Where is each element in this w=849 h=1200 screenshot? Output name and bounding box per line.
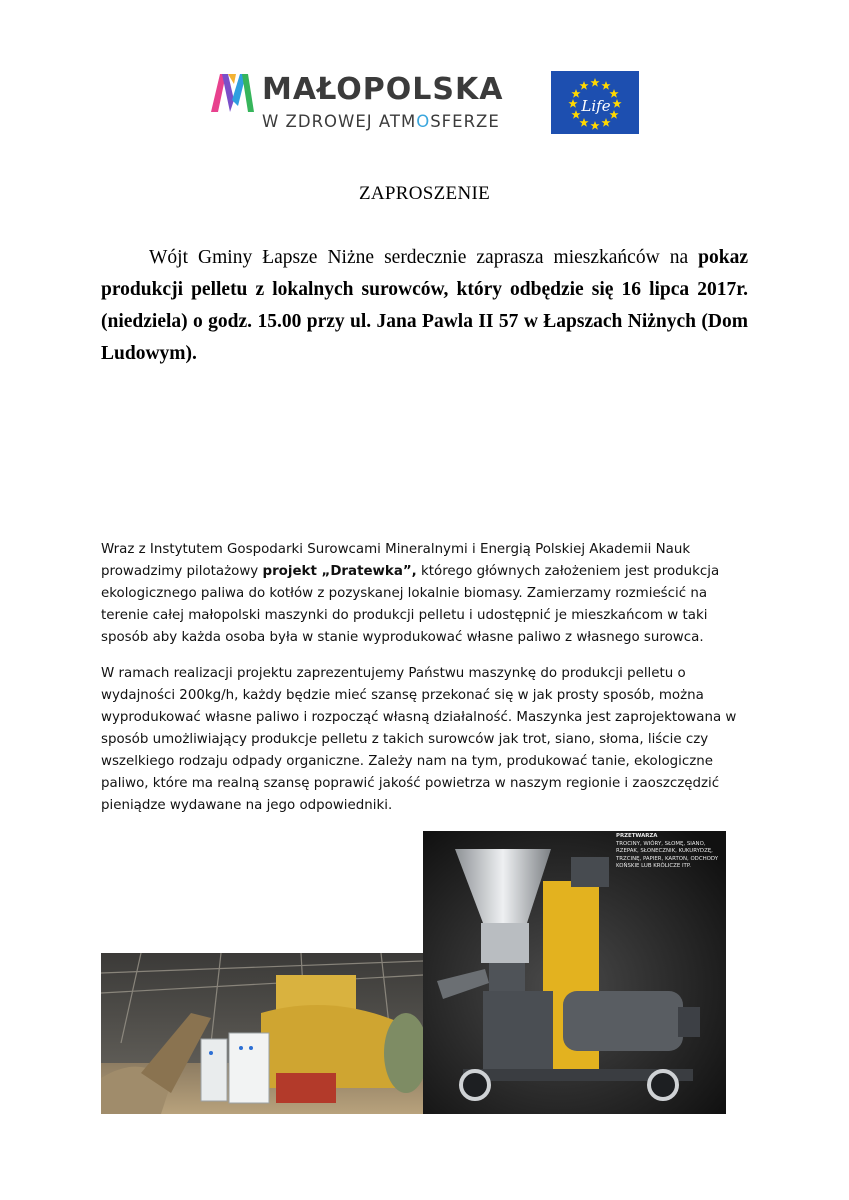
pellet-machine-photo — [423, 831, 726, 1114]
malopolska-logo-title: MAŁOPOLSKA — [262, 72, 504, 107]
malopolska-mark-icon — [208, 70, 258, 114]
malopolska-logo-subtitle — [262, 112, 500, 131]
life-logo-text: Life — [581, 97, 611, 115]
pellet-machine-image — [423, 831, 726, 1114]
logo-subtitle-accent: O — [416, 112, 431, 131]
eu-life-logo — [551, 71, 639, 134]
machine-paragraph: W ramach realizacji projektu zaprezentujemy Państwu maszynkę do produkcji pelletu o wydajności 200kg/h, każdy będzie mieć szansę przekonać się w jak prosty sposób, można wyprodukować własne paliwo i rozpocząć własną działalność. Maszynka jest zaprojektowana w sposób umożliwiający produkcje pelletu z takich surowców jak trot, siano, słoma, liście czy wszelkiego rodzaju odpady organiczne. Zależy nam na tym, produkować tanie, ekologiczne paliwo, które ma realną szansę poprawić jakość powietrza w naszym regionie i zaoszczędzić pieniądze wydawane na jego odpowiedniki. — [101, 666, 737, 813]
machine-note-text: TROCINY, WIÓRY, SŁOMĘ, SIANO, RZEPAK, SŁONECZNIK, KUKURYDZĘ, TRZCINĘ, PAPIER, KARTON, ODCHODY KOŃSKIE LUB KRÓLICZE ITP. — [616, 840, 719, 870]
project-paragraph — [101, 539, 751, 649]
logo-subtitle-part: W ZDROWEJ ATM — [262, 112, 417, 131]
project-name: projekt „Dratewka”, — [262, 564, 417, 579]
invitation-bold-text: pokaz produkcji pelletu z lokalnych surowców, który odbędzie się 16 lipca 2017r. (niedziela) o godz. 15.00 przy ul. Jana Pawla II 57 w Łapszach Niżnych (Dom Ludowym). — [101, 247, 748, 364]
facility-photo — [101, 953, 423, 1114]
document-title: ZAPROSZENIE — [358, 183, 491, 204]
malopolska-logo — [208, 68, 518, 138]
invitation-normal-text: Wójt Gminy Łapsze Niżne serdecznie zaprasza mieszkańców na — [149, 247, 699, 268]
logo-subtitle-part: SFERZE — [430, 112, 500, 131]
invitation-paragraph — [101, 242, 748, 370]
machine-feature-note — [616, 833, 722, 871]
project-paragraph-start: Wraz z Instytutem Gospodarki Surowcami Mineralnymi i Energią Polskiej Akademii Nauk prowadzimy pilotażowy — [101, 542, 691, 579]
machine-note-heading: PRZETWARZA — [616, 833, 658, 839]
project-paragraph-end: którego głównych założeniem jest produkcja ekologicznego paliwa do kotłów z pozyskanej lokalnie biomasy. Zamierzamy rozmieścić na terenie całej małopolski maszynki do produkcji pelletu i udostępnić je mieszkańcom w taki sposób aby każda osoba była w stanie wyprodukować własne paliwo z własnego surowca. — [101, 564, 720, 645]
